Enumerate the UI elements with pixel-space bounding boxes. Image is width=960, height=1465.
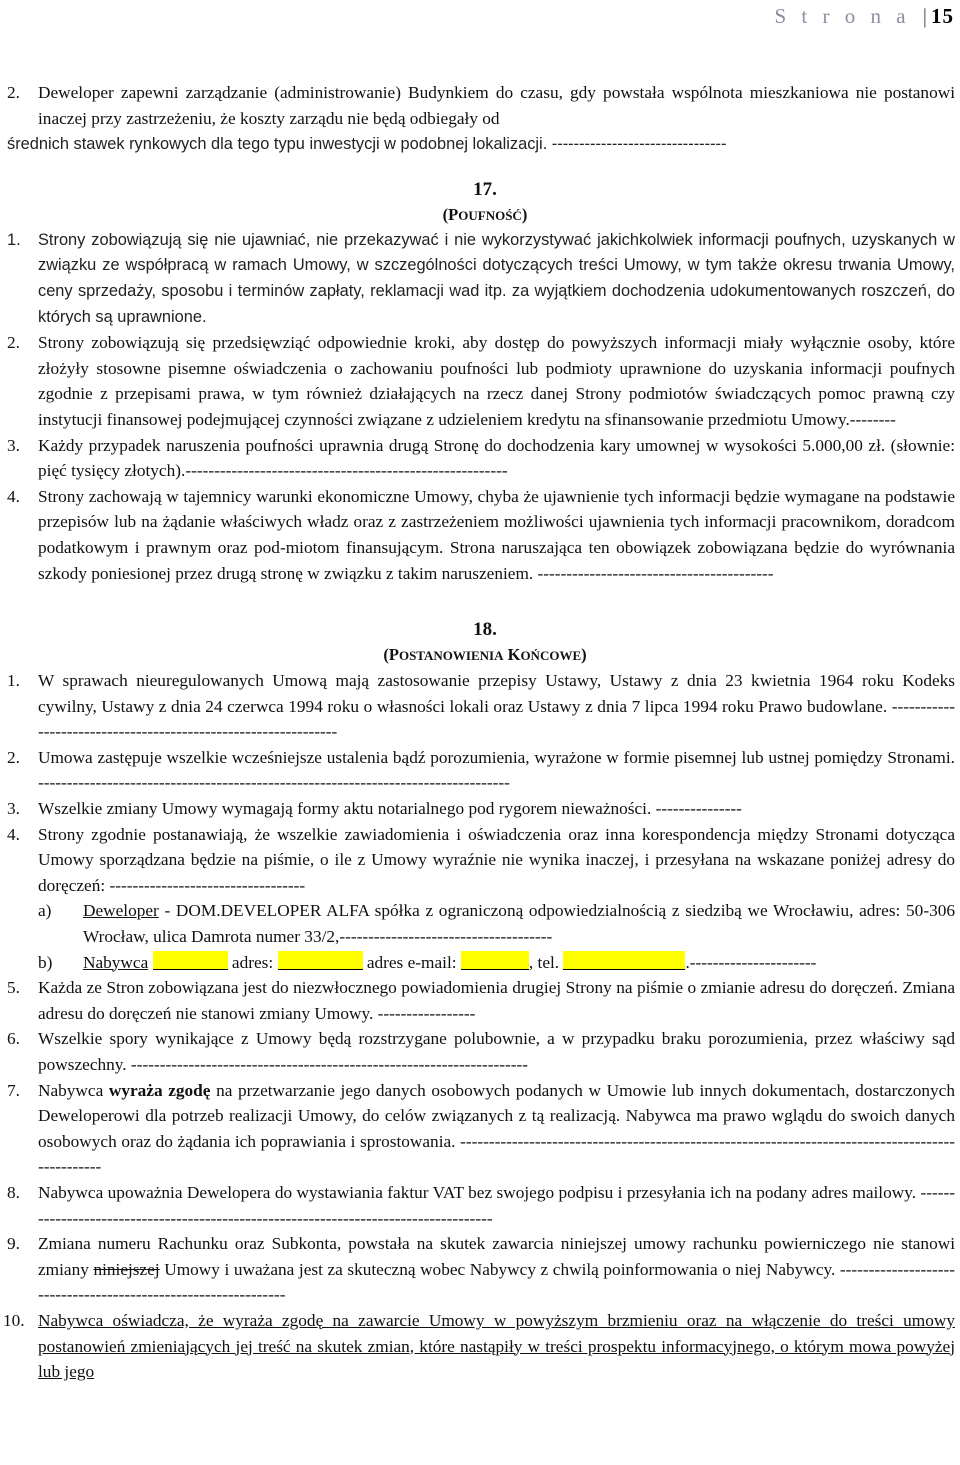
s17-p1-text: Strony zobowiązują się nie ujawniać, nie przekazywać i nie wykorzystywać jakichkolwiek informacji poufnych, uzyskanych w związku ze współpracą w ramach Umowy, w szczególności dotyczących treści Umowy, w tym także okresu trwania Umowy, ceny sprzedaży, sposobu i terminów zapłaty, reklamacji wad itp. za wyjątkiem dochodzenia udokumentowanych roszczeń, do których są uprawnione.	[38, 230, 955, 326]
s16-p2-number: 2.	[7, 83, 20, 102]
s17-p2-text: Strony zobowiązują się przedsięwziąć odpowiednie kroki, aby dostęp do powyższych informacji miały wyłącznie osoby, które złożyły stosowne pisemne oświadczenia o zachowaniu poufności lub podmioty uprawnione do uzyskania informacji poufnych zgodnie z przepisami prawa, w tym również działających na rzecz danej Strony podmiotów świadczących pomoc prawną czy instytucji finansowej podejmującej czynności związane z udzieleniem kredytu na sfinansowanie przedmiotu Umowy.--------	[38, 333, 955, 429]
buyer-email-blank[interactable]	[461, 951, 529, 970]
s17-p4-number: 4.	[7, 486, 20, 506]
s18-p4-text: Strony zgodnie postanawiają, że wszelkie zawiadomienia i oświadczenia oraz inna korespondencja między Stronami dotycząca Umowy sporządzana będzie na piśmie, o ile z Umowy wyraźnie nie wynika inaczej, i przesyłana na wskazane poniżej adresy do doręczeń: ----------------------------------	[38, 824, 955, 895]
sub-b-tel-label: , tel.	[528, 952, 564, 972]
s17-paragraph-2	[7, 330, 955, 432]
s18-paragraph-2	[7, 745, 955, 796]
s18-p2-text: Umowa zastępuje wszelkie wcześniejsze ustalenia bądź porozumienia, wyrażone w formie pisemnej lub ustnej pomiędzy Stronami. ----------------------------------------------------------------------------------	[38, 747, 955, 793]
s17-p1-number: 1.	[7, 230, 21, 249]
s16-p2-line3	[7, 132, 955, 158]
s17-paragraph-1	[7, 228, 955, 330]
sub-b-adres-label: adres:	[227, 952, 278, 972]
s18-title-k: K	[503, 645, 521, 665]
s16-paragraph-2	[7, 80, 955, 132]
s18-p9-text-a: Zmiana numeru Rachunku oraz Subkonta, powstała na skutek zawarcia niniejszej umowy rachunku powierniczego nie stanowi zmiany	[38, 1234, 955, 1279]
s17-p3-text: Każdy przypadek naruszenia poufności uprawnia drugą Stronę do dochodzenia kary umownej w wysokości 5.000,00 zł. (słownie: pięć tysięcy złotych).--------------------------------------------------------	[38, 435, 955, 481]
page-separator: |	[922, 4, 927, 28]
s18-p5-text: Każda ze Stron zobowiązana jest do niezwłocznego powiadomienia drugiej Strony na piśmie o zmianie adresu do doręczeń. Zmiana adresu do doręczeń nie stanowi zmiany Umowy. -----------------	[38, 978, 955, 1023]
s16-p2-text-b: średnich stawek rynkowych dla tego typu inwestycji w podobnej lokalizacji.	[7, 135, 548, 154]
s18-p4-sub-b	[38, 950, 955, 976]
s18-p5-number: 5.	[7, 978, 20, 998]
s18-paragraph-9	[7, 1231, 955, 1308]
section-18-number: 18.	[473, 619, 497, 641]
s18-p9-struck: niniejszej	[93, 1259, 160, 1279]
sub-a-text: - DOM.DEVELOPER ALFA spółka z ograniczoną odpowiedzialnością z siedzibą we Wrocławiu, adres: 50-306 Wrocław, ulica Damrota numer 33/2,-------------------------------------	[83, 901, 955, 947]
s18-p7-text-b: na przetwarzanie jego danych osobowych podanych w Umowie lub innych dokumentach, dostarczonych Deweloperowi dla potrzeb realizacji Umowy, do celów związanych z tą realizacją. Nabywca ma prawo wglądu do swoich danych osobowych oraz do żądania ich poprawiania i sprostowania. -------------------------------------------------------------------------------------------------	[38, 1080, 955, 1177]
s18-paragraph-3	[7, 796, 955, 822]
s16-p2-dashes: --------------------------------	[547, 135, 727, 154]
s18-p4-sub-a	[38, 898, 955, 949]
section-17-number: 17.	[473, 178, 497, 200]
buyer-address-blank[interactable]	[278, 951, 363, 970]
s18-p1-number: 1.	[7, 671, 20, 691]
sub-b-party: Nabywca	[83, 952, 149, 972]
s18-p3-number: 3.	[7, 799, 20, 819]
section-18-title	[7, 643, 955, 668]
s18-paragraph-6	[7, 1026, 955, 1077]
section-17-title	[7, 203, 955, 228]
sub-b-dashes: .----------------------	[685, 952, 817, 972]
s18-title-open: (P	[383, 645, 399, 665]
buyer-phone-blank[interactable]	[563, 951, 685, 970]
s17-paragraph-4	[7, 484, 955, 586]
s18-p9-text-b: Umowy i uważana jest za skuteczną wobec Nabywcy z chwilą poinformowania o niej Nabywcy. ---------------------------------------------------------------	[38, 1259, 955, 1305]
s18-p7-number: 7.	[7, 1080, 20, 1100]
s18-p2-number: 2.	[7, 747, 20, 767]
s18-title-sc2: OŃCOWE	[520, 648, 582, 664]
s17-p4-text: Strony zachowają w tajemnicy warunki ekonomiczne Umowy, chyba że ujawnienie tych informacji będzie wymagane na podstawie przepisów lub na żądanie właściwych władz oraz z zastrzeżeniem możliwości ujawnienia tych informacji pracownikom, doradcom podatkowym i prawnym oraz pod-miotom finansującym. Strona naruszająca ten obowiązek zobowiązana będzie do wyrównania szkody poniesionej przez drugą stronę w związku z takim naruszeniem. -----------------------------------------	[38, 486, 955, 583]
s17-paragraph-3	[7, 433, 955, 484]
s17-title-open: (P	[442, 204, 459, 224]
s18-paragraph-10	[3, 1308, 955, 1385]
sub-b-label: b)	[38, 952, 53, 972]
s18-p10-number: 10.	[3, 1310, 25, 1330]
sub-a-label: a)	[38, 901, 52, 921]
s18-paragraph-5	[7, 975, 955, 1026]
s17-p3-number: 3.	[7, 435, 20, 455]
s18-p4-number: 4.	[7, 824, 20, 844]
s18-paragraph-8	[7, 1180, 955, 1231]
s18-p8-text: Nabywca upoważnia Dewelopera do wystawiania faktur VAT bez swojego podpisu i przesyłania ich na podany adres mailowy. -------------------------------------------------------------------------------------	[38, 1182, 955, 1228]
page-number: 15	[931, 4, 954, 28]
s18-p7-consent: wyraża zgodę	[108, 1080, 211, 1100]
s18-paragraph-1	[7, 668, 955, 745]
s16-p2-text-a: Deweloper zapewni zarządzanie (administrowanie) Budynkiem do czasu, gdy powstała wspólnota mieszkaniowa nie postanowi inaczej przy zastrzeżeniu, że koszty zarządu nie będą odbiegały od	[38, 83, 955, 128]
s18-p6-number: 6.	[7, 1029, 20, 1049]
s18-p8-number: 8.	[7, 1182, 20, 1202]
s18-title-sc1: OSTANOWIENIA	[398, 648, 504, 664]
page-header	[774, 4, 954, 29]
sub-a-party: Deweloper	[83, 901, 159, 921]
page-label: S t r o n a	[774, 4, 911, 28]
buyer-name-blank[interactable]	[153, 951, 228, 970]
s18-p10-text: Nabywca oświadcza, że wyraża zgodę na zawarcie Umowy w powyższym brzmieniu oraz na włączenie do treści umowy postanowień zmieniających jej treść na skutek zmian, które nastąpiły w treści prospektu informacyjnego, o którym mowa powyżej lub jego	[38, 1310, 955, 1382]
s18-p6-text: Wszelkie spory wynikające z Umowy będą rozstrzygane polubownie, a w przypadku braku porozumienia, przez właściwy sąd powszechny. ---------------------------------------------------------------------	[38, 1029, 955, 1074]
document-body	[3, 80, 955, 1385]
s18-paragraph-7	[7, 1078, 955, 1180]
s17-title-close: )	[521, 204, 528, 224]
s17-title-sc: OUFNOŚĆ	[458, 207, 522, 223]
s18-paragraph-4	[7, 822, 955, 976]
s18-p1-text: W sprawach nieuregulowanych Umową mają zastosowanie przepisy Ustawy, Ustawy z dnia 23 kwietnia 1964 roku Kodeks cywilny, Ustawy z dnia 24 czerwca 1994 roku o własności lokali oraz Ustawy z dnia 7 lipca 1994 roku Prawo budowlane. ---------------------------------------------------------------	[38, 671, 955, 742]
s18-p7-text-a: Nabywca	[38, 1080, 109, 1100]
s17-p2-number: 2.	[7, 333, 20, 353]
s18-p9-number: 9.	[7, 1234, 20, 1254]
s18-p3-text: Wszelkie zmiany Umowy wymagają formy aktu notarialnego pod rygorem nieważności. ---------------	[38, 799, 742, 819]
s18-title-close: )	[581, 645, 587, 665]
sub-b-email-label: adres e-mail:	[362, 952, 461, 972]
